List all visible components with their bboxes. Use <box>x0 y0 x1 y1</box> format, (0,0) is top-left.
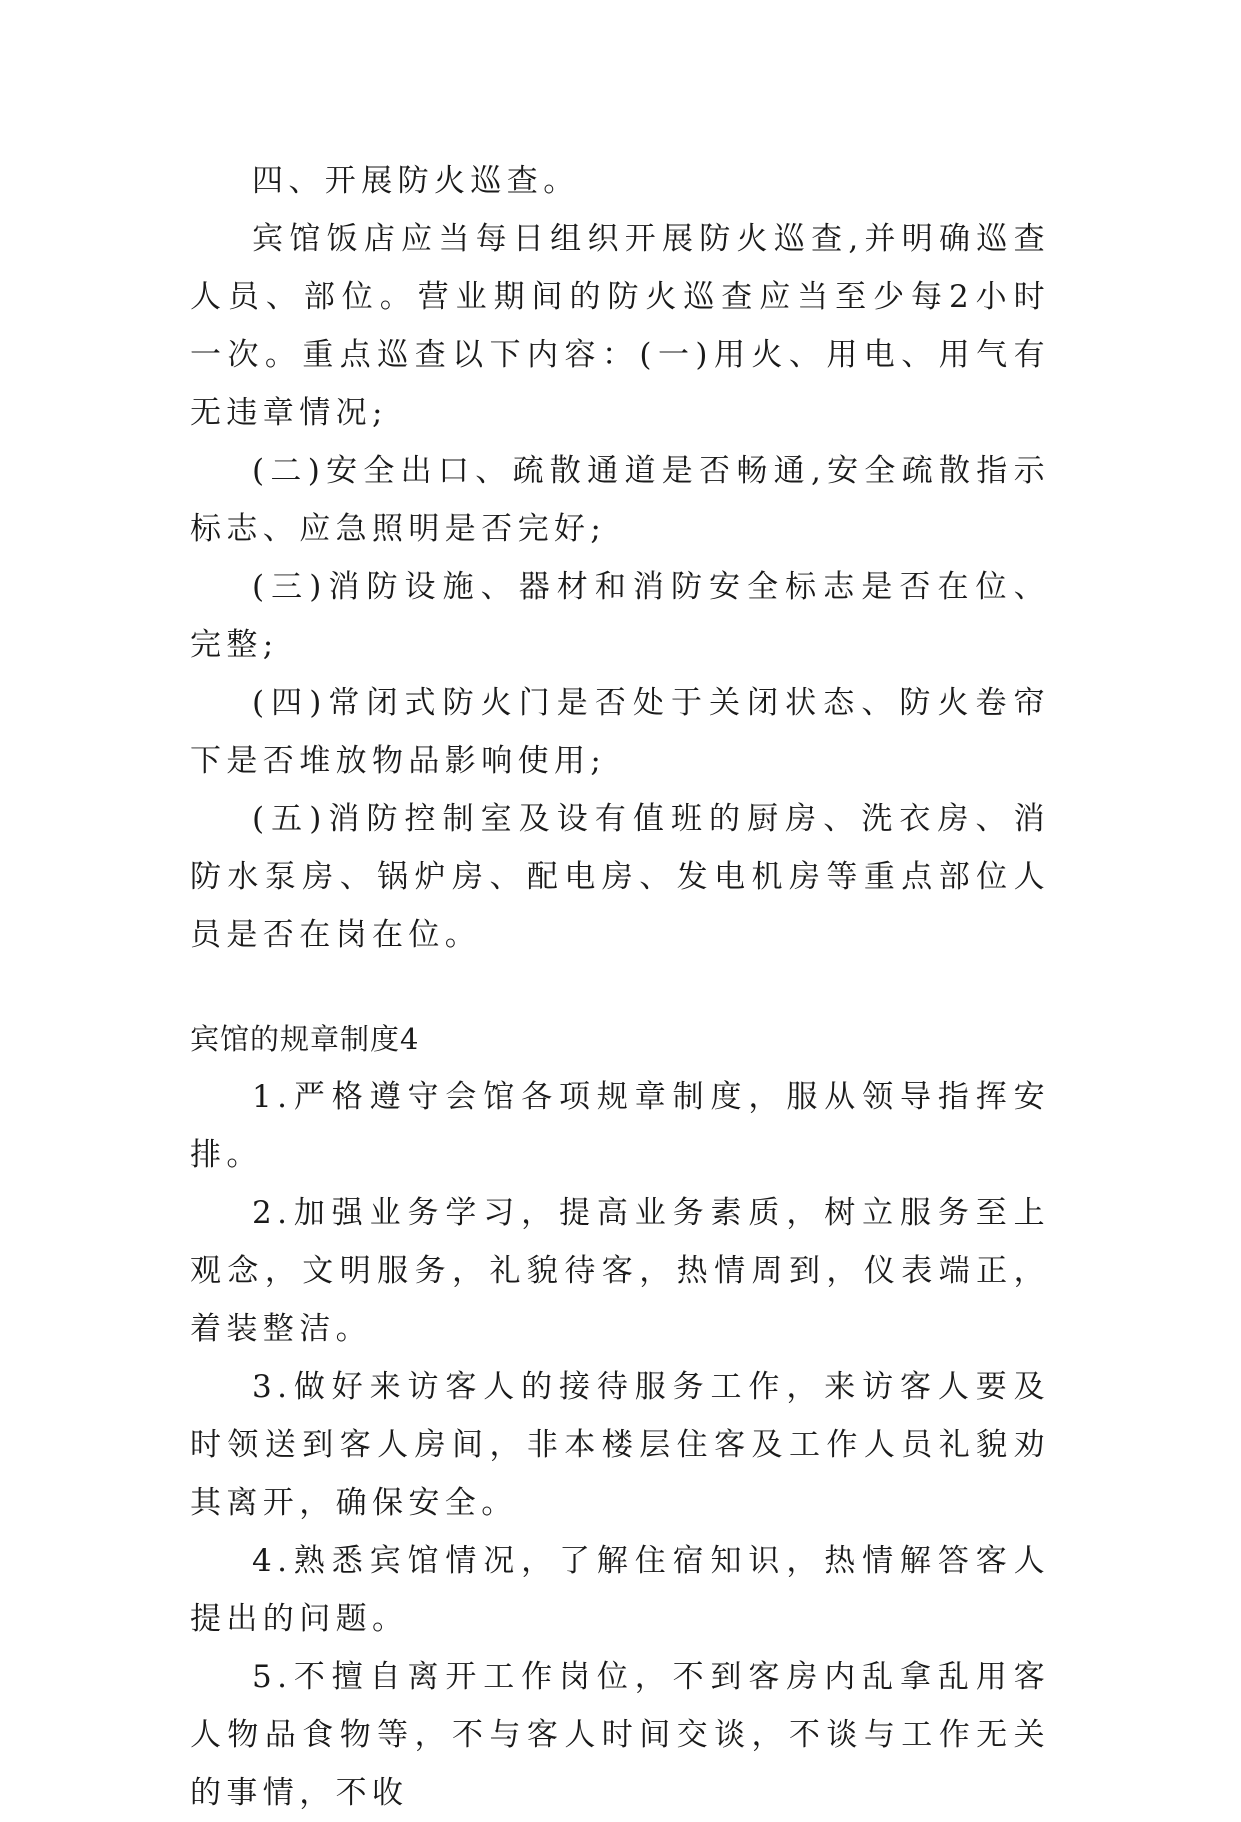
rule-item-5: 5.不擅自离开工作岗位，不到客房内乱拿乱用客人物品食物等，不与客人时间交谈，不谈与工作无关的事情，不收 <box>190 1659 1050 1811</box>
paragraph-patrol-requirements: 宾馆饭店应当每日组织开展防火巡查,并明确巡查人员、部位。营业期间的防火巡查应当至少每2小时一次。重点巡查以下内容：(一)用火、用电、用气有无违章情况; <box>190 221 1050 431</box>
paragraph-item-3: (三)消防设施、器材和消防安全标志是否在位、完整; <box>190 569 1050 663</box>
section-spacer <box>190 964 1050 1010</box>
rule-item-3: 3.做好来访客人的接待服务工作，来访客人要及时领送到客人房间，非本楼层住客及工作人员礼貌劝其离开，确保安全。 <box>190 1369 1050 1521</box>
document-body <box>190 152 1050 1822</box>
section-title: 宾馆的规章制度4 <box>190 1022 420 1056</box>
heading-fire-patrol: 四、开展防火巡查。 <box>252 163 580 199</box>
rule-item-1: 1.严格遵守会馆各项规章制度，服从领导指挥安排。 <box>190 1079 1050 1173</box>
rule-item-4: 4.熟悉宾馆情况，了解住宿知识，热情解答客人提出的问题。 <box>190 1543 1050 1637</box>
paragraph-item-4: (四)常闭式防火门是否处于关闭状态、防火卷帘下是否堆放物品影响使用; <box>190 685 1050 779</box>
paragraph-item-5: (五)消防控制室及设有值班的厨房、洗衣房、消防水泵房、锅炉房、配电房、发电机房等重点部位人员是否在岗在位。 <box>190 801 1050 953</box>
paragraph-item-2: (二)安全出口、疏散通道是否畅通,安全疏散指示标志、应急照明是否完好; <box>190 453 1050 547</box>
rule-item-2: 2.加强业务学习，提高业务素质，树立服务至上观念，文明服务，礼貌待客，热情周到，仪表端正，着装整洁。 <box>190 1195 1050 1347</box>
